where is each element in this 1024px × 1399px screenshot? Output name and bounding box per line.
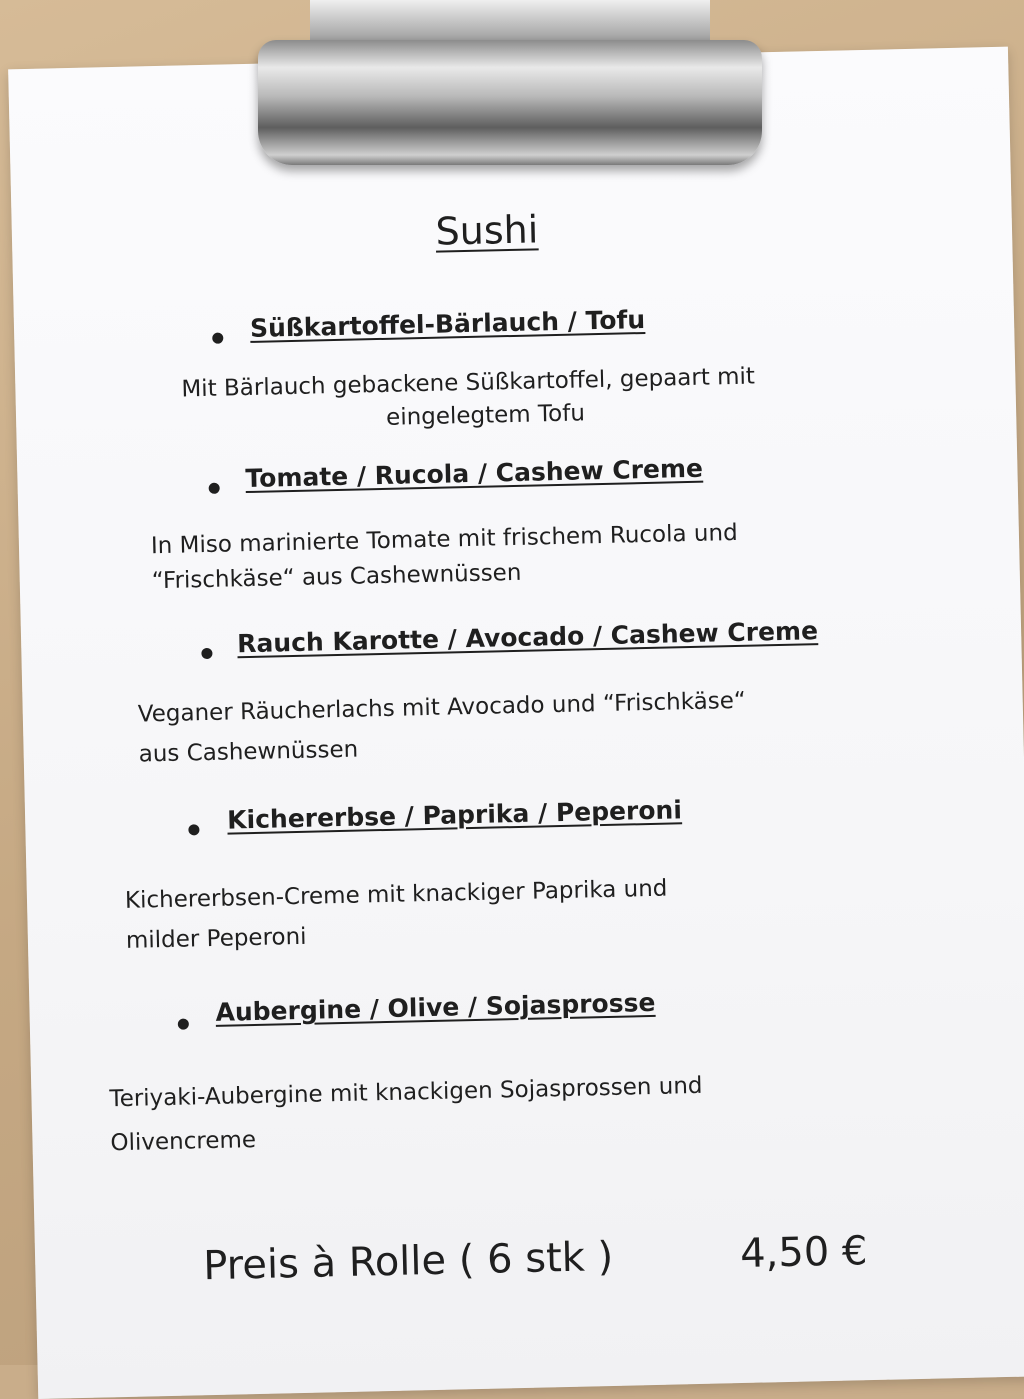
bullet-icon (188, 824, 199, 835)
menu-item-description: In Miso marinierte Tomate mit frischem Rucola und (150, 519, 738, 560)
menu-item-name: Kichererbse / Paprika / Peperoni (226, 795, 683, 835)
metal-clip (258, 40, 762, 165)
menu-item-description: Teriyaki-Aubergine mit knackigen Sojasprossen und (109, 1072, 703, 1113)
menu-item-description: eingelegtem Tofu (385, 400, 586, 431)
menu-title: Sushi (435, 207, 539, 254)
menu-item-name: Aubergine / Olive / Sojasprosse (215, 987, 656, 1027)
menu-item-description: Olivencreme (110, 1126, 257, 1157)
price-value: 4,50 € (739, 1228, 868, 1278)
bullet-icon (201, 648, 212, 659)
bullet-icon (178, 1018, 189, 1029)
menu-item-description: Mit Bärlauch gebackene Süßkartoffel, gepaart mit (181, 363, 756, 403)
price-label: Preis à Rolle ( 6 stk ) (202, 1233, 614, 1290)
menu-item-description: milder Peperoni (125, 923, 307, 954)
bullet-icon (212, 333, 223, 344)
menu-item-description: aus Cashewnüssen (138, 736, 359, 768)
menu-item-name: Tomate / Rucola / Cashew Creme (245, 453, 704, 494)
menu-content (8, 47, 1024, 1399)
menu-item-name: Süßkartoffel-Bärlauch / Tofu (249, 304, 646, 343)
menu-item-description: Kichererbsen-Creme mit knackiger Paprika und (124, 875, 668, 914)
menu-sheet (8, 47, 1024, 1399)
menu-item-description: Veganer Räucherlachs mit Avocado und “Frischkäse“ (137, 687, 747, 728)
menu-item-description: “Frischkäse“ aus Cashewnüssen (151, 559, 522, 595)
bullet-icon (209, 483, 220, 494)
menu-item-name: Rauch Karotte / Avocado / Cashew Creme (236, 616, 819, 659)
